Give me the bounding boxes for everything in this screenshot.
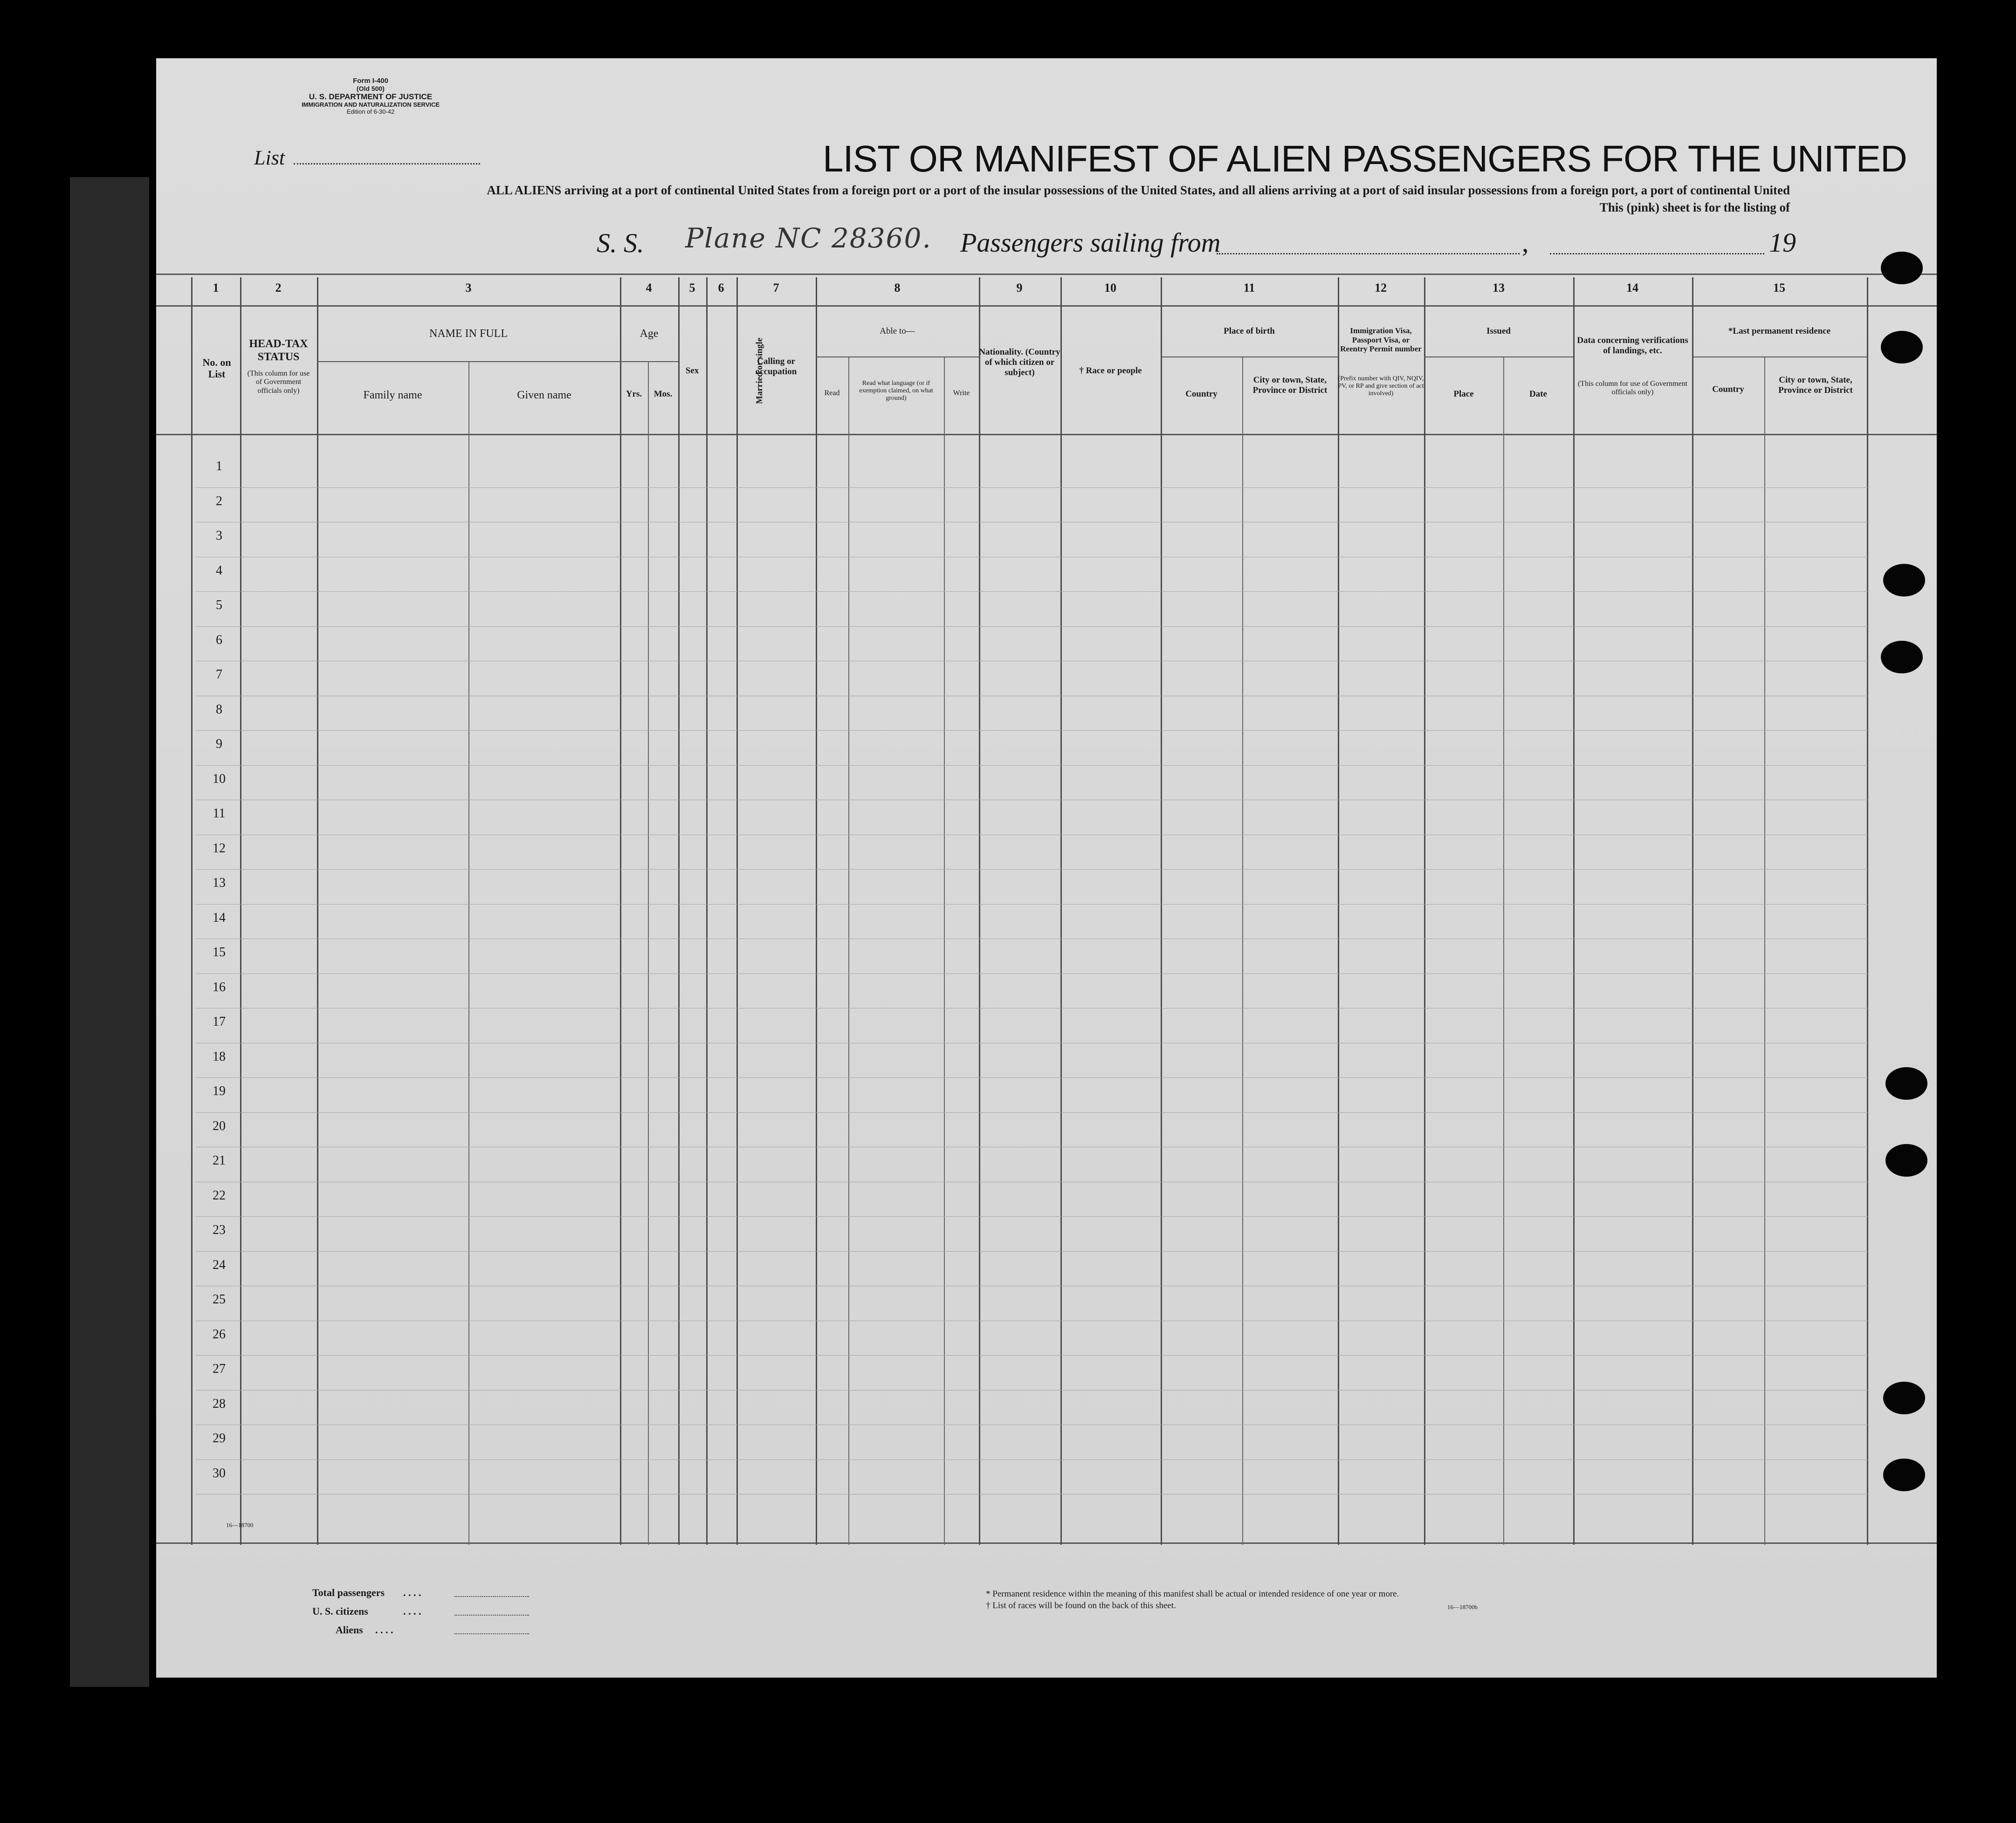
header-yrs: Yrs. [626, 389, 642, 399]
edition: Edition of 6-30-42 [346, 108, 395, 115]
col-divider [620, 277, 621, 1545]
film-edge [70, 177, 149, 1687]
table-row[interactable] [196, 904, 1869, 905]
header-family-name: Family name [363, 389, 422, 401]
header-data-note: (This column for use of Government officials only) [1577, 380, 1688, 397]
column-number: 13 [1493, 281, 1505, 295]
row-number: 14 [213, 910, 226, 925]
table-row[interactable] [196, 1077, 1869, 1078]
ss-prefix: S. S. [597, 228, 644, 258]
column-number: 3 [465, 281, 472, 295]
row-number: 4 [216, 563, 222, 578]
punch-hole [1885, 1144, 1927, 1177]
header-read: Read [824, 389, 840, 397]
row-number: 26 [213, 1327, 226, 1342]
punch-hole [1883, 1382, 1925, 1414]
row-number: 11 [213, 806, 226, 821]
column-number: 1 [213, 281, 219, 295]
col-divider [1060, 277, 1062, 1545]
us-citizens-field[interactable] [454, 1615, 529, 1616]
total-passengers-field[interactable] [454, 1596, 529, 1597]
service: IMMIGRATION AND NATURALIZATION SERVICE [301, 101, 440, 108]
row-number: 15 [213, 945, 226, 959]
row-number: 16 [213, 980, 226, 994]
row-number: 6 [216, 632, 222, 647]
total-dots: . . . . [403, 1587, 421, 1598]
subtitle-line-2: This (pink) sheet is for the listing of [1599, 200, 1790, 214]
column-number: 6 [718, 281, 724, 295]
col-divider [678, 277, 680, 1545]
row-number: 25 [213, 1292, 226, 1307]
page-title: LIST OR MANIFEST OF ALIEN PASSENGERS FOR THE UNITED [823, 138, 1907, 179]
col-divider [1867, 277, 1868, 1545]
header-data-concerning: Data concerning verifications of landings, etc. [1577, 336, 1688, 356]
table-row[interactable] [196, 730, 1869, 731]
col-divider [317, 277, 318, 1545]
row-number: 5 [216, 598, 222, 612]
column-number: 4 [646, 281, 652, 295]
table-row[interactable] [196, 1216, 1869, 1217]
column-number: 11 [1243, 281, 1255, 295]
col-divider [848, 356, 849, 1545]
aliens-field[interactable] [454, 1633, 529, 1634]
col-divider [1764, 356, 1765, 1545]
row-number: 3 [216, 528, 222, 543]
list-label: List [254, 146, 285, 169]
sailing-date-field[interactable] [1550, 253, 1764, 254]
row-number: 8 [216, 702, 222, 717]
row-number: 13 [213, 876, 226, 890]
col-divider [706, 277, 708, 1545]
ship-name-handwritten: Plane NC 28360. [685, 222, 932, 254]
header-nationality: Nationality. (Country of which citizen or subject) [979, 347, 1060, 377]
table-row[interactable] [196, 765, 1869, 766]
col-divider [944, 356, 945, 1545]
header-head-tax-note: (This column for use of Government officials only) [247, 370, 310, 395]
able-subrule [816, 356, 979, 357]
manifest-sheet [156, 58, 1937, 1678]
col-divider [1161, 277, 1162, 1545]
form-number: Form I-400 [353, 77, 388, 85]
footnote-races: † List of races will be found on the back of this sheet. [986, 1601, 1176, 1611]
punch-hole [1883, 564, 1925, 596]
row-number: 30 [213, 1466, 226, 1480]
issued-subrule [1424, 356, 1573, 357]
table-row[interactable] [196, 973, 1869, 974]
table-top-rule [156, 274, 1937, 275]
print-code-2: 16—18700b [1447, 1604, 1478, 1611]
header-bottom-rule [156, 434, 1937, 435]
row-number: 23 [213, 1223, 226, 1237]
column-number: 2 [275, 281, 282, 295]
col-divider [979, 277, 980, 1545]
header-head-tax: HEAD-TAX STATUS [249, 338, 308, 363]
col-divider [816, 277, 817, 1545]
citizens-dots: . . . . [403, 1605, 421, 1617]
col-divider [736, 277, 738, 1545]
header-place: Place [1453, 389, 1474, 399]
header-issued: Issued [1486, 326, 1511, 336]
table-row[interactable] [196, 487, 1869, 488]
row-number: 20 [213, 1118, 226, 1133]
row-number: 12 [213, 841, 226, 856]
form-id-block [249, 77, 492, 116]
row-number: 7 [216, 667, 222, 682]
header-visa-note: (Prefix number with QIV, NQIV, PV, or RP and give section of act involved) [1338, 375, 1424, 397]
header-married-or-single: Married or single [755, 337, 765, 404]
print-code: 16—18700 [226, 1521, 254, 1528]
punch-hole [1881, 252, 1923, 284]
subtitle-line-1: ALL ALIENS arriving at a port of continental United States from a foreign port or a port of the insular possessions of the United States, and all aliens arriving at a port of said insular possessions from a foreign port, a port of continental United [487, 183, 1790, 197]
age-subrule [620, 361, 678, 362]
table-row[interactable] [196, 1355, 1869, 1356]
col-divider [1573, 277, 1575, 1545]
column-number: 8 [894, 281, 901, 295]
comma: , [1522, 227, 1529, 258]
punch-hole [1881, 331, 1923, 363]
col-divider [1692, 277, 1693, 1545]
header-mos: Mos. [654, 389, 673, 399]
column-number: 14 [1626, 281, 1638, 295]
column-number: 7 [773, 281, 779, 295]
header-age: Age [640, 328, 659, 340]
row-number: 9 [216, 737, 222, 751]
old-form-number: (Old 500) [357, 85, 385, 93]
row-number: 2 [216, 493, 222, 508]
table-bottom-rule [156, 1542, 1937, 1544]
punch-hole [1883, 1459, 1925, 1491]
row-number: 1 [216, 459, 222, 473]
col-divider [1338, 277, 1339, 1545]
name-subrule [317, 361, 620, 362]
us-citizens-label: U. S. citizens [312, 1605, 368, 1617]
header-read-language: Read what language (or if exemption claimed, on what ground) [859, 380, 933, 402]
row-number: 24 [213, 1257, 226, 1272]
row-number: 27 [213, 1362, 226, 1376]
col-divider [1242, 356, 1243, 1545]
table-row[interactable] [196, 1251, 1869, 1252]
column-number: 9 [1016, 281, 1023, 295]
row-number: 22 [213, 1188, 226, 1203]
row-number: 17 [213, 1014, 226, 1029]
header-calling: Calling or occupation [755, 356, 797, 377]
footnote-residence: * Permanent residence within the meaning of this manifest shall be actual or intended residence of one year or more. [986, 1589, 1399, 1599]
header-write: Write [953, 389, 970, 397]
column-number-rule [156, 305, 1937, 307]
col-divider [1424, 277, 1425, 1545]
header-city-2: City or town, State, Province or District [1778, 375, 1853, 395]
table-row[interactable] [196, 1390, 1869, 1391]
header-name-in-full: NAME IN FULL [429, 328, 508, 340]
col-divider [191, 277, 193, 1545]
col-divider [468, 361, 469, 1545]
row-number: 19 [213, 1084, 226, 1098]
row-number: 28 [213, 1396, 226, 1411]
table-row[interactable] [196, 591, 1869, 592]
passengers-sailing-label: Passengers sailing from [960, 227, 1221, 258]
header-sex: Sex [685, 366, 699, 376]
year-prefix: 19 [1769, 227, 1796, 258]
birth-subrule [1161, 356, 1338, 357]
header-able-to: Able to— [880, 326, 915, 336]
table-row[interactable] [196, 1112, 1869, 1113]
department: U. S. DEPARTMENT OF JUSTICE [309, 92, 433, 102]
table-row[interactable] [196, 869, 1869, 870]
header-given-name: Given name [517, 389, 571, 401]
header-city: City or town, State, Province or District [1252, 375, 1328, 395]
header-last-perm-residence: *Last permanent residence [1728, 326, 1831, 336]
col-divider [648, 361, 649, 1545]
header-no-on-list: No. on List [202, 356, 231, 380]
header-country-2: Country [1712, 384, 1744, 394]
list-number-field[interactable] [294, 163, 480, 164]
header-place-of-birth: Place of birth [1224, 326, 1275, 336]
header-race: † Race or people [1079, 366, 1142, 376]
col-divider [240, 277, 241, 1545]
row-number: 29 [213, 1431, 226, 1446]
column-number: 15 [1773, 281, 1785, 295]
sailing-port-field[interactable] [1217, 253, 1520, 254]
header-visa: Immigration Visa, Passport Visa, or Reentry Permit number [1340, 326, 1422, 354]
column-number: 12 [1375, 281, 1387, 295]
header-date: Date [1529, 389, 1547, 399]
row-number: 21 [213, 1153, 226, 1168]
table-row[interactable] [196, 626, 1869, 627]
row-number: 18 [213, 1049, 226, 1064]
aliens-label: Aliens [336, 1624, 363, 1636]
header-country: Country [1185, 389, 1218, 399]
column-number: 10 [1104, 281, 1116, 295]
col-divider [1503, 356, 1504, 1545]
aliens-dots: . . . . [375, 1624, 393, 1636]
punch-hole [1881, 641, 1923, 673]
column-number: 5 [689, 281, 695, 295]
total-passengers-label: Total passengers [312, 1587, 385, 1598]
residence-subrule [1692, 356, 1867, 357]
row-number: 10 [213, 771, 226, 786]
punch-hole [1885, 1067, 1927, 1100]
